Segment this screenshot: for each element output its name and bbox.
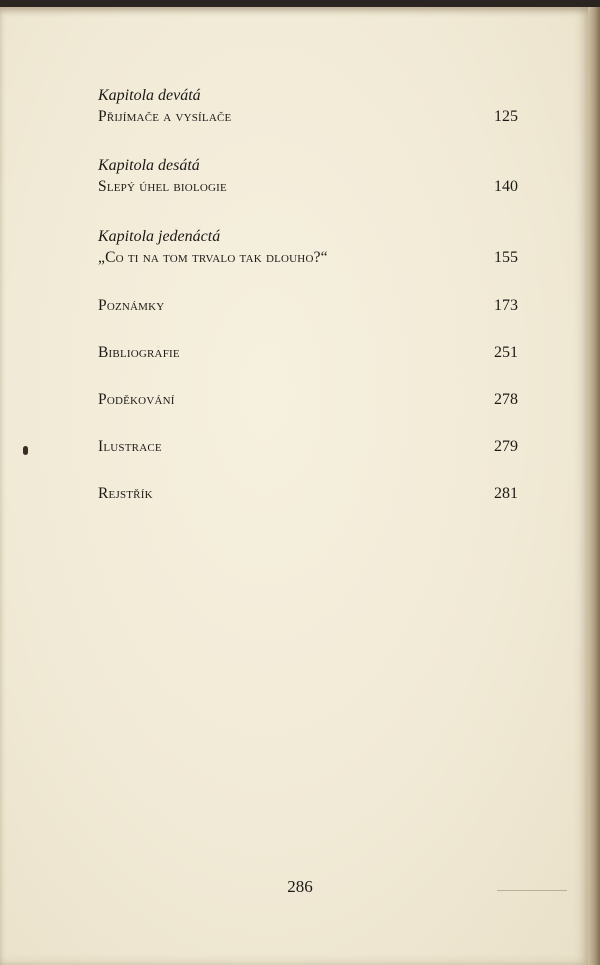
chapter-title: „Co ti na tom trvalo tak dlouho?“ [98,249,328,266]
page-reference: 173 [494,297,518,314]
toc-entry-notes [98,295,518,317]
toc-entry-acknowledgements [98,389,518,411]
section-title: Bibliografie [98,344,180,361]
toc-entry-chapter-10 [98,156,518,198]
page-reference: 279 [494,438,518,455]
toc-row [98,436,518,458]
section-title: Rejstřík [98,485,153,502]
toc-row [98,176,518,198]
toc-row [98,389,518,411]
chapter-title: Přijímače a vysílače [98,108,232,125]
chapter-title: Slepý úhel biologie [98,178,227,195]
toc-entry-illustrations [98,436,518,458]
page-reference: 155 [494,249,518,266]
chapter-label: Kapitola devátá [98,87,201,104]
toc-row [98,247,518,269]
chapter-label: Kapitola jedenáctá [98,228,221,245]
toc-entry-index [98,483,518,505]
page-reference: 125 [494,108,518,125]
page-reference: 140 [494,178,518,195]
toc-entry-chapter-11 [98,227,518,269]
section-title: Ilustrace [98,438,162,455]
toc-row [98,342,518,364]
ink-speck [23,446,28,455]
page-reference: 278 [494,391,518,408]
toc-entry-chapter-9 [98,86,518,128]
page-reference: 281 [494,485,518,502]
page-edge [588,7,600,965]
section-title: Poznámky [98,297,165,314]
toc-row [98,483,518,505]
page-reference: 251 [494,344,518,361]
section-title: Poděkování [98,391,175,408]
toc-row [98,106,518,128]
chapter-label: Kapitola desátá [98,157,200,174]
toc-entry-bibliography [98,342,518,364]
toc-row [98,295,518,317]
page-number: 286 [287,877,313,896]
